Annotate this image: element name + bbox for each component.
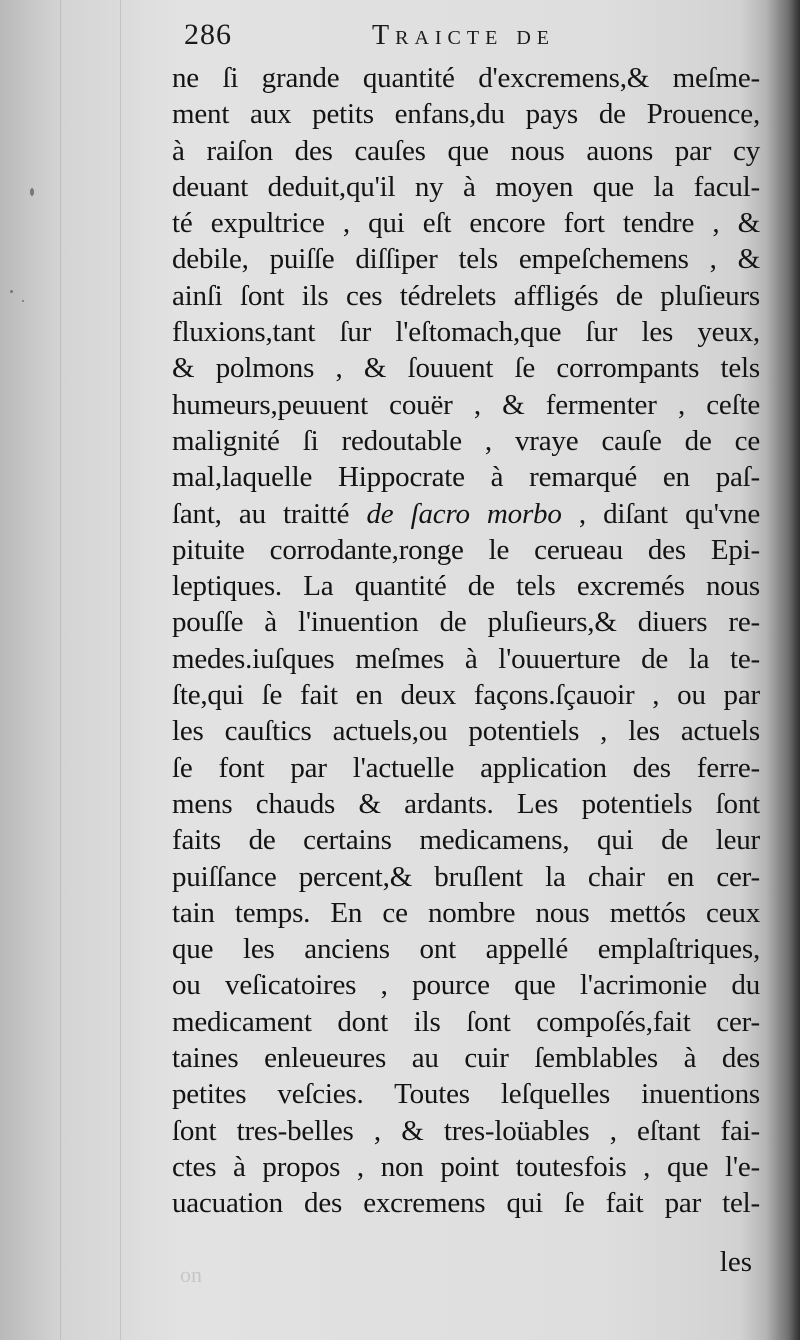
text-line: pouſſe à l'inuention de pluſieurs,& diuers re- — [172, 606, 760, 639]
text-line: ſont tres-belles , & tres-loüables , eſtant fai- — [172, 1114, 760, 1147]
paper-texture-line — [60, 0, 61, 1340]
text-line: fluxions,tant ſur l'eſtomach,que ſur les yeux, — [172, 316, 760, 349]
text-line — [172, 496, 760, 532]
text-line: & polmons , & ſouuent ſe corrompants tels — [172, 352, 760, 385]
text-line: ainſi ſont ils ces tédrelets affligés de pluſieurs — [172, 279, 760, 312]
text-line: mens chauds & ardants. Les potentiels ſont — [172, 787, 760, 820]
text-line: faits de certains medicamens, qui de leur — [172, 824, 760, 857]
text-line: té expultrice , qui eſt encore fort tendre , & — [172, 207, 760, 240]
text-line: puiſſance percent,& bruſlent la chair en cer- — [172, 860, 760, 893]
text-line: ou veſicatoires , pource que l'acrimonie du — [172, 969, 760, 1002]
show-through-mark: on — [180, 1262, 202, 1287]
page-number: 286 — [184, 18, 232, 51]
paper-texture-line — [120, 0, 121, 1340]
text-line: mal,laquelle Hippocrate à remarqué en paſ- — [172, 461, 760, 494]
gutter-shadow — [766, 0, 800, 1340]
text-line: pituite corrodante,ronge le cerueau des Epi- — [172, 533, 760, 566]
text-line: tain temps. En ce nombre nous mettós ceux — [172, 896, 760, 929]
text-line: medes.iuſques meſmes à l'ouuerture de la te- — [172, 642, 760, 675]
text-line: leptiques. La quantité de tels excremés nous — [172, 570, 760, 603]
italic-title: de ſacro morbo — [366, 497, 562, 530]
text-line: ctes à propos , non point toutesfois , que l'e- — [172, 1150, 760, 1183]
text-line: medicament dont ils ſont compoſés,fait cer- — [172, 1005, 760, 1038]
text-line: ne ſi grande quantité d'excremens,& meſme- — [172, 62, 760, 94]
text-segment: , diſant qu'vne — [561, 497, 760, 530]
body-text — [172, 60, 760, 1222]
text-line: taines enleueures au cuir ſemblables à des — [172, 1042, 760, 1075]
text-line: que les anciens ont appellé emplaſtriques, — [172, 933, 760, 966]
paper-speck — [22, 300, 24, 302]
text-line: ſe font par l'actuelle application des ferre- — [172, 751, 760, 784]
paper-speck — [10, 290, 13, 293]
text-segment: ſant, au traitté — [172, 497, 367, 530]
running-title: Traicte de — [372, 20, 555, 51]
catchword: les — [719, 1246, 752, 1278]
text-line: malignité ſi redoutable , vraye cauſe de ce — [172, 424, 760, 457]
text-line: les cauſtics actuels,ou potentiels , les actuels — [172, 715, 760, 748]
paper-speck — [30, 188, 34, 196]
text-line: ſte,qui ſe fait en deux façons.ſçauoir , ou par — [172, 679, 760, 712]
text-line: deuant deduit,qu'il ny à moyen que la facul- — [172, 170, 760, 203]
text-line: ment aux petits enfans,du pays de Prouence, — [172, 98, 760, 131]
running-head — [184, 18, 664, 54]
text-line: debile, puiſſe diſſiper tels empeſchemens , & — [172, 243, 760, 276]
text-line: uacuation des excremens qui ſe fait par tel- — [172, 1187, 760, 1220]
text-line: petites veſcies. Toutes leſquelles inuentions — [172, 1078, 760, 1111]
text-line: humeurs,peuuent couër , & fermenter , ceſte — [172, 388, 760, 421]
text-line: à raiſon des cauſes que nous auons par cy — [172, 134, 760, 167]
